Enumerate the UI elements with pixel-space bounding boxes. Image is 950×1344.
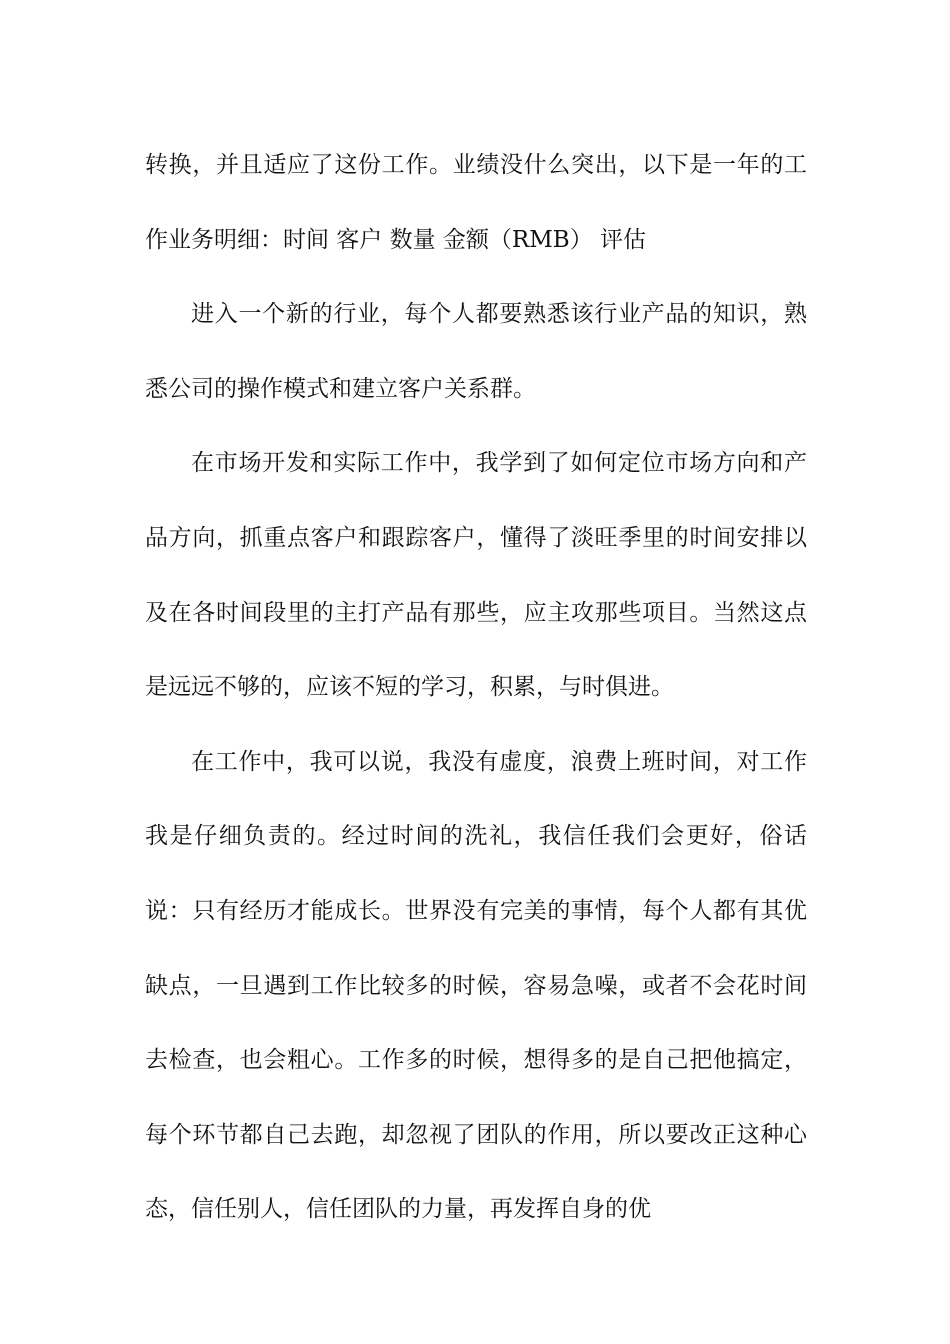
paragraph-3: 在市场开发和实际工作中，我学到了如何定位市场方向和产品方向，抓重点客户和跟踪客户，懂得了淡旺季里的时间安排以及在各时间段里的主打产品有那些，应主攻那些项目。当然这点是远远不够的，应该不短的学习，积累，与时俱进。: [145, 450, 807, 701]
document-body: [145, 128, 807, 1247]
paragraph-2: 进入一个新的行业，每个人都要熟悉该行业产品的知识，熟悉公司的操作模式和建立客户关系群。: [145, 301, 807, 402]
paragraph-1: 转换，并且适应了这份工作。业绩没什么突出，以下是一年的工作业务明细：时间 客户 数量 金额（RMB） 评估: [145, 152, 807, 253]
paragraph-4: 在工作中，我可以说，我没有虚度，浪费上班时间，对工作我是仔细负责的。经过时间的洗礼，我信任我们会更好，俗话说：只有经历才能成长。世界没有完美的事情，每个人都有其优缺点，一旦遇到工作比较多的时候，容易急噪，或者不会花时间去检查，也会粗心。工作多的时候，想得多的是自己把他搞定，每个环节都自己去跑，却忽视了团队的作用，所以要改正这种心态，信任别人，信任团队的力量，再发挥自身的优: [145, 748, 807, 1223]
